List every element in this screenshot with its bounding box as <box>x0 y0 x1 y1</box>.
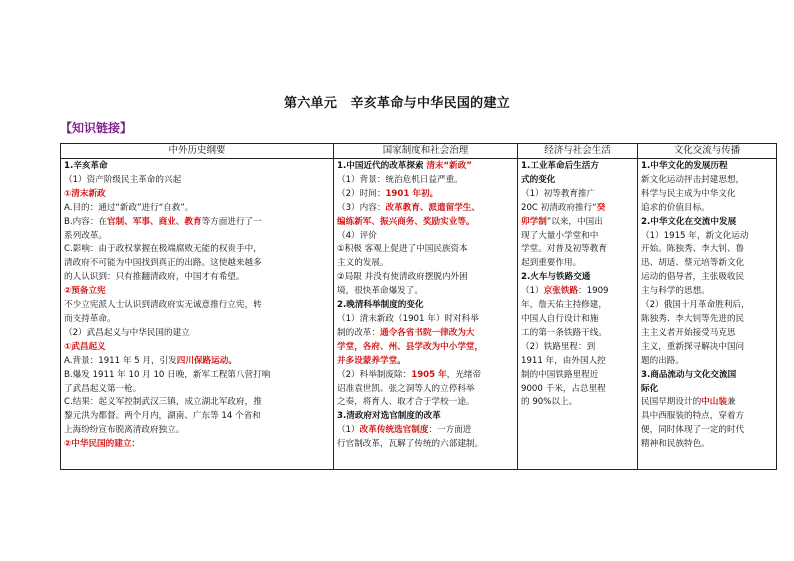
text-fragment: 兼 <box>726 397 736 408</box>
text-fragment: 改革教育、派遣留学生、 <box>385 202 480 213</box>
text-line: ②中华民国的建立： <box>64 439 141 450</box>
header-cell: 文化交流与传播 <box>638 144 777 159</box>
text-fragment: 官制、军事、商业、教育 <box>107 216 202 227</box>
header-cell: 中外历史纲要 <box>61 144 334 159</box>
text-line: 境，很快革命爆发了。 <box>337 286 423 297</box>
text-line: 题的出路。 <box>641 355 684 366</box>
text-fragment: 清末“新政” <box>426 161 472 171</box>
text-line: （1）清末新政（1901 年）时对科举 <box>337 313 479 324</box>
text-line: （2）俄国十月革命胜利后， <box>641 300 750 311</box>
text-line: 编练新军、振兴商务、奖励实业等。 <box>337 216 475 227</box>
text-fragment: 制的改革： <box>337 327 380 338</box>
text-line: 式的变化 <box>521 174 556 185</box>
text-fragment: （2）科举制废除： <box>337 369 412 380</box>
text-line <box>337 327 514 341</box>
text-fragment: 癸 <box>596 202 606 213</box>
text-fragment: A.背景：1911 年 5 月，引发 <box>64 355 177 366</box>
text-line <box>521 202 634 216</box>
text-fragment: 1.中国近代的改革探索 <box>337 161 424 171</box>
text-line: 陈独秀、李大钊等先进的民 <box>641 313 745 324</box>
text-line: 主与科学的思想。 <box>641 286 710 297</box>
text-line: 便，同时体现了一定的时代 <box>641 425 745 436</box>
text-line: 的 90%以上。 <box>521 397 578 408</box>
text-line: 了武昌起义第一枪。 <box>64 383 142 394</box>
text-fragment: ：一方面进 <box>428 425 472 436</box>
text-line: C.影响：由于政权掌握在极端腐败无能的权贵手中， <box>64 244 262 255</box>
text-line: ①清末新政 <box>64 188 106 199</box>
text-line: 运动的倡导者，主张吸收民 <box>641 272 745 283</box>
text-fragment: 民国早期设计的 <box>641 397 702 408</box>
text-line <box>64 355 330 369</box>
text-line: 1.辛亥革命 <box>64 161 108 171</box>
text-line: 学堂。对普及初等教育 <box>521 244 607 255</box>
text-fragment: 改革传统选官制度 <box>359 425 429 436</box>
text-line: 行官制改革，瓦解了传统的六部建制。 <box>337 439 484 450</box>
text-line: B.爆发 1911 年 10 月 10 日晚，新军工程第八营打响 <box>64 369 271 380</box>
text-line: （1）1915 年，新文化运动 <box>641 230 749 241</box>
text-line: 3.清政府对选官制度的改革 <box>337 411 441 422</box>
text-line: 中国人自行设计和施 <box>521 313 599 324</box>
text-line <box>337 369 514 383</box>
text-line: 追求的价值目标。 <box>641 202 710 213</box>
text-line: 1.中华文化的发展历程 <box>641 161 728 171</box>
text-line: （2）铁路里程：到 <box>521 341 596 352</box>
text-fragment: 京张铁路 <box>543 286 579 297</box>
text-line: 年，詹天佑主持修建， <box>521 300 607 311</box>
text-fragment: 1901 年初。 <box>385 188 439 199</box>
text-line: （2）武昌起义与中华民国的建立 <box>64 327 190 338</box>
text-line: 精神和民族特色。 <box>641 439 710 450</box>
text-line <box>337 424 514 438</box>
text-line <box>521 285 634 299</box>
text-line: 新文化运动抨击封建思想， <box>641 174 745 185</box>
text-line: 1.工业革命后生活方 <box>521 161 599 171</box>
text-line: （1）背景：统治危机日益严重。 <box>337 174 463 185</box>
text-line: 科学与民主成为中华文化 <box>641 188 736 199</box>
text-line: （1）资产阶级民主革命的兴起 <box>64 174 182 185</box>
text-line <box>641 396 773 410</box>
text-line: 的人认识到：只有推翻清政府，中国才有希望。 <box>64 272 245 283</box>
text-line <box>337 202 514 216</box>
text-line <box>337 160 514 174</box>
text-line: 3.商品流动与文化交流国 <box>641 369 737 380</box>
text-line: 诏准袁世凯、张之洞等人的立停科举 <box>337 383 475 394</box>
table-header-row <box>61 144 777 159</box>
text-line: 迅、胡适、蔡元培等新文化 <box>641 258 745 269</box>
text-line: ①积极 客观上促进了中国民族资本 <box>337 244 468 255</box>
text-line <box>337 188 514 202</box>
text-line: 不少立宪派人士认识到清政府实无诚意推行立宪，转 <box>64 300 262 311</box>
cell-economy-life <box>518 159 638 470</box>
page-title: 第六单元 辛亥革命与中华民国的建立 <box>283 96 511 111</box>
knowledge-table <box>60 143 777 470</box>
section-title: 【知识链接】 <box>60 121 133 135</box>
text-fragment: 中山装 <box>701 397 727 408</box>
text-line: ①武昌起义 <box>64 341 106 352</box>
cell-history-outline <box>61 159 334 470</box>
text-line: 主义的发展。 <box>337 258 389 269</box>
text-line: 2.火车与铁路交通 <box>521 272 591 283</box>
text-line: 现了大量小学堂和中 <box>521 230 599 241</box>
text-line: 1911 年，由外国人控 <box>521 355 606 366</box>
text-fragment: 20C 初清政府推行“ <box>521 202 597 213</box>
header-cell: 经济与社会生活 <box>518 144 638 159</box>
text-line: 9000 千米，占总里程 <box>521 383 606 394</box>
text-line: 黎元洪为都督。两个月内，湖南、广东等 14 个省和 <box>64 411 261 422</box>
text-fragment: 1905 年 <box>411 369 447 380</box>
text-fragment: （2）时间： <box>337 188 386 199</box>
text-line <box>521 216 634 230</box>
text-line: 具中西服装的特点，穿着方 <box>641 411 745 422</box>
header-cell: 国家制度和社会治理 <box>334 144 518 159</box>
text-fragment: ，光绪帝 <box>446 369 482 380</box>
text-fragment: B.内容：在 <box>64 216 108 227</box>
text-line: 清政府不可能为中国找到真正的出路。这使越来越多 <box>64 258 262 269</box>
text-fragment: （3）内容： <box>337 202 386 213</box>
text-line: 工的第一条铁路干线。 <box>521 327 607 338</box>
text-line: C.结果：起义军控制武汉三镇，成立湖北军政府，推 <box>64 397 262 408</box>
text-line: （4）评价 <box>337 230 377 241</box>
text-fragment: ”以来，中国出 <box>546 216 603 227</box>
text-line: 际化 <box>641 383 659 394</box>
text-fragment: 通令各省书院一律改为大 <box>379 327 475 338</box>
cell-state-governance <box>334 159 518 470</box>
text-line: 而支持革命。 <box>64 313 116 324</box>
text-line: （1）初等教育推广 <box>521 188 596 199</box>
text-fragment: 等方面进行了一 <box>201 216 262 227</box>
text-fragment: （1） <box>337 425 360 436</box>
text-line: 主义，重新探寻解决中国问 <box>641 341 745 352</box>
text-line: 并多设蒙养学堂。 <box>337 355 406 366</box>
table-body-row <box>61 159 777 470</box>
text-line: 主主义者开始接受马克思 <box>641 327 736 338</box>
text-line: 开始。陈独秀、李大钊、鲁 <box>641 244 745 255</box>
text-fragment: 卯学制 <box>521 216 547 227</box>
text-line: ②局限 并没有使清政府摆脱内外困 <box>337 272 468 283</box>
text-line: 起到重要作用。 <box>521 258 582 269</box>
text-line <box>64 216 330 230</box>
text-line: 上海纷纷宣布脱离清政府独立。 <box>64 425 185 436</box>
text-line: ②预备立宪 <box>64 286 106 297</box>
cell-culture-exchange <box>638 159 777 470</box>
text-line: A.目的：通过“新政”进行“自救”。 <box>64 202 194 213</box>
text-line: 学堂，各府、州、县学改为中小学堂， <box>337 341 484 352</box>
text-line: 2.晚清科举制度的变化 <box>337 300 424 311</box>
text-line: 制的中国铁路里程近 <box>521 369 599 380</box>
text-fragment: 四川保路运动。 <box>176 355 237 366</box>
text-fragment: （1） <box>521 286 544 297</box>
text-line: 系列改革。 <box>64 230 107 241</box>
text-line: 之奏，将育人、取才合于学校一途。 <box>337 397 475 408</box>
text-fragment: ：1909 <box>578 286 609 297</box>
text-line: 2.中华文化在交流中发展 <box>641 216 737 227</box>
